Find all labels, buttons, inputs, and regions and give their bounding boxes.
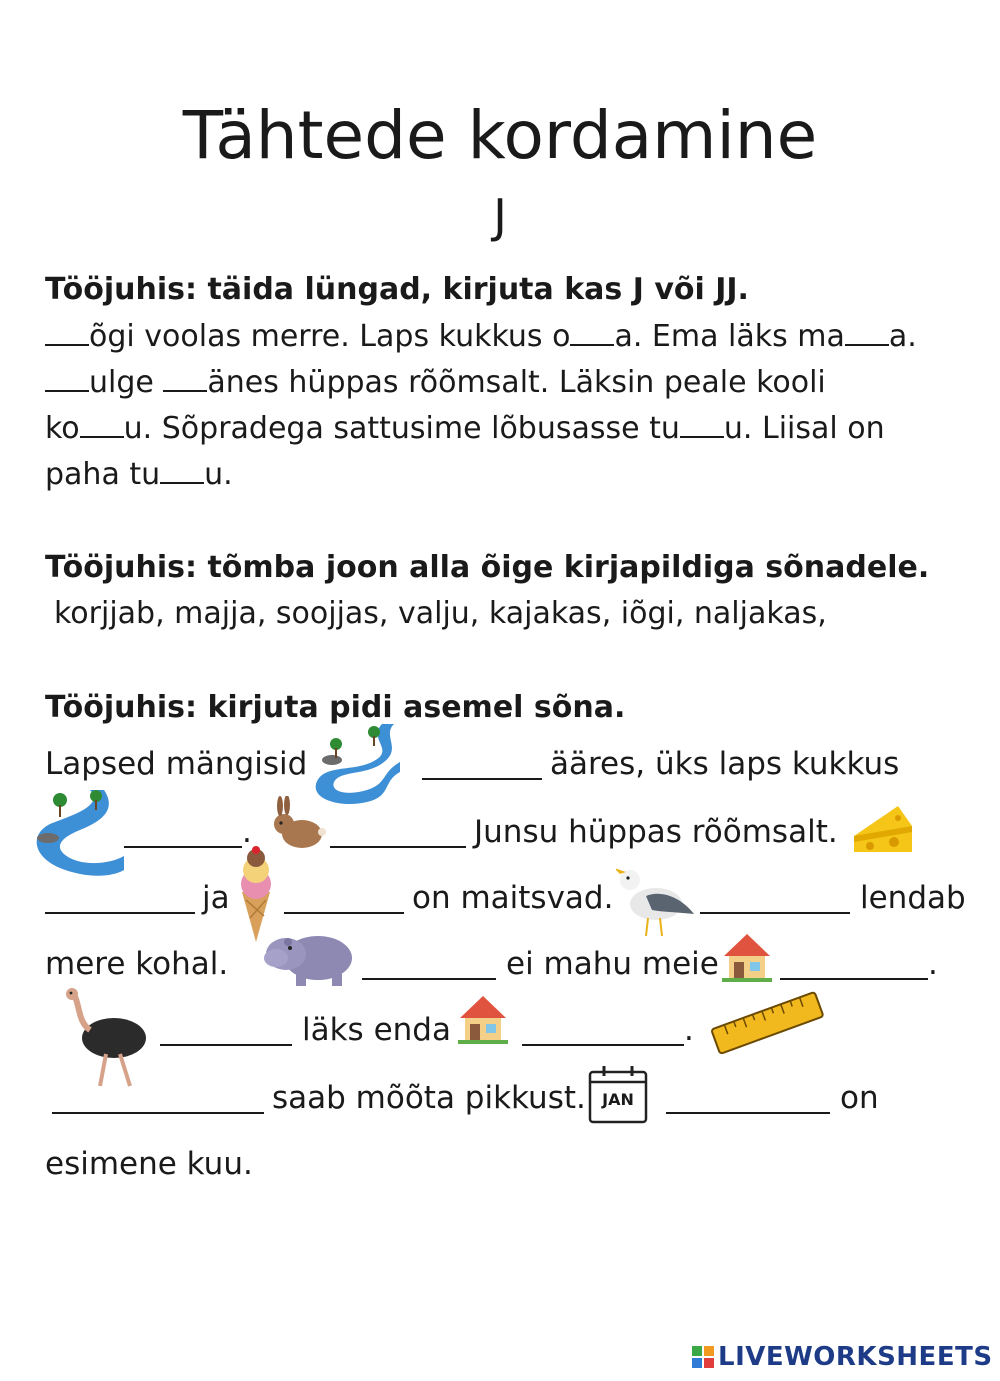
sentence-text: . (928, 946, 938, 982)
sentence-text: esimene kuu. (45, 1146, 253, 1182)
sentence-text: Junsu hüppas rõõmsalt. (474, 814, 838, 850)
task1-line4: paha tu u. (45, 454, 233, 495)
answer-blank[interactable] (522, 1016, 684, 1046)
task1-line2: ulge änes hüppas rõõmsalt. Läksin peale kooli (45, 362, 826, 403)
hippo-icon (262, 926, 358, 988)
sentence-text: mere kohal. (45, 946, 229, 982)
answer-blank[interactable] (160, 1016, 292, 1046)
house-icon (720, 930, 774, 984)
sentence-text: Lapsed mängisid (45, 746, 308, 782)
sentence-text: . (684, 1012, 694, 1048)
blank-input[interactable] (45, 362, 89, 392)
letter-subtitle: J (493, 189, 507, 243)
blank-input[interactable] (163, 362, 207, 392)
answer-blank[interactable] (422, 750, 542, 780)
task1-line1: õgi voolas merre. Laps kukkus o a. Ema läks ma a. (45, 316, 917, 357)
answer-blank[interactable] (330, 818, 466, 848)
sentence-text: ääres, üks laps kukkus (550, 746, 900, 782)
sentence-text: on maitsvad. (412, 880, 614, 916)
calendar-label: JAN (602, 1090, 634, 1109)
answer-blank[interactable] (780, 950, 928, 980)
logo-text: LIVEWORKSHEETS (718, 1342, 993, 1372)
blank-input[interactable] (45, 316, 89, 346)
task2-instruction: Tööjuhis: tõmba joon alla õige kirjapildiga sõnadele. (45, 550, 930, 585)
sentence-text: lendab (860, 880, 966, 916)
logo-mark-icon (692, 1346, 714, 1368)
answer-blank[interactable] (124, 818, 242, 848)
page-title: Tähtede kordamine (182, 97, 818, 174)
sentence-text: läks enda (302, 1012, 451, 1048)
sentence-text: ja (202, 880, 230, 916)
cheese-icon (850, 802, 916, 858)
river-icon (30, 786, 126, 882)
answer-blank[interactable] (666, 1084, 830, 1114)
sentence-text: saab mõõta pikkust. (272, 1080, 586, 1116)
answer-blank[interactable] (52, 1084, 264, 1114)
answer-blank[interactable] (362, 950, 496, 980)
house-icon (456, 992, 510, 1046)
blank-input[interactable] (160, 454, 204, 484)
task1-line3: ko u. Sõpradega sattusime lõbusasse tu u. Liisal on (45, 408, 885, 449)
ruler-icon (706, 990, 828, 1054)
sentence-text: on (840, 1080, 879, 1116)
sentence-text: ei mahu meie (506, 946, 719, 982)
task3-instruction: Tööjuhis: kirjuta pidi asemel sõna. (45, 690, 626, 725)
blank-input[interactable] (680, 408, 724, 438)
ostrich-icon (60, 986, 154, 1090)
rabbit-icon (268, 796, 326, 852)
blank-input[interactable] (845, 316, 889, 346)
sentence-text: . (242, 814, 252, 850)
task2-words[interactable]: korjjab, majja, soojjas, valju, kajakas, iõgi, naljakas, (54, 596, 827, 631)
blank-input[interactable] (570, 316, 614, 346)
answer-blank[interactable] (284, 884, 404, 914)
blank-input[interactable] (80, 408, 124, 438)
calendar-icon (588, 1064, 648, 1124)
answer-blank[interactable] (45, 884, 195, 914)
answer-blank[interactable] (700, 884, 850, 914)
seagull-icon (616, 860, 696, 938)
task1-instruction: Tööjuhis: täida lüngad, kirjuta kas J või JJ. (45, 272, 749, 307)
liveworksheets-logo[interactable] (692, 1341, 993, 1373)
